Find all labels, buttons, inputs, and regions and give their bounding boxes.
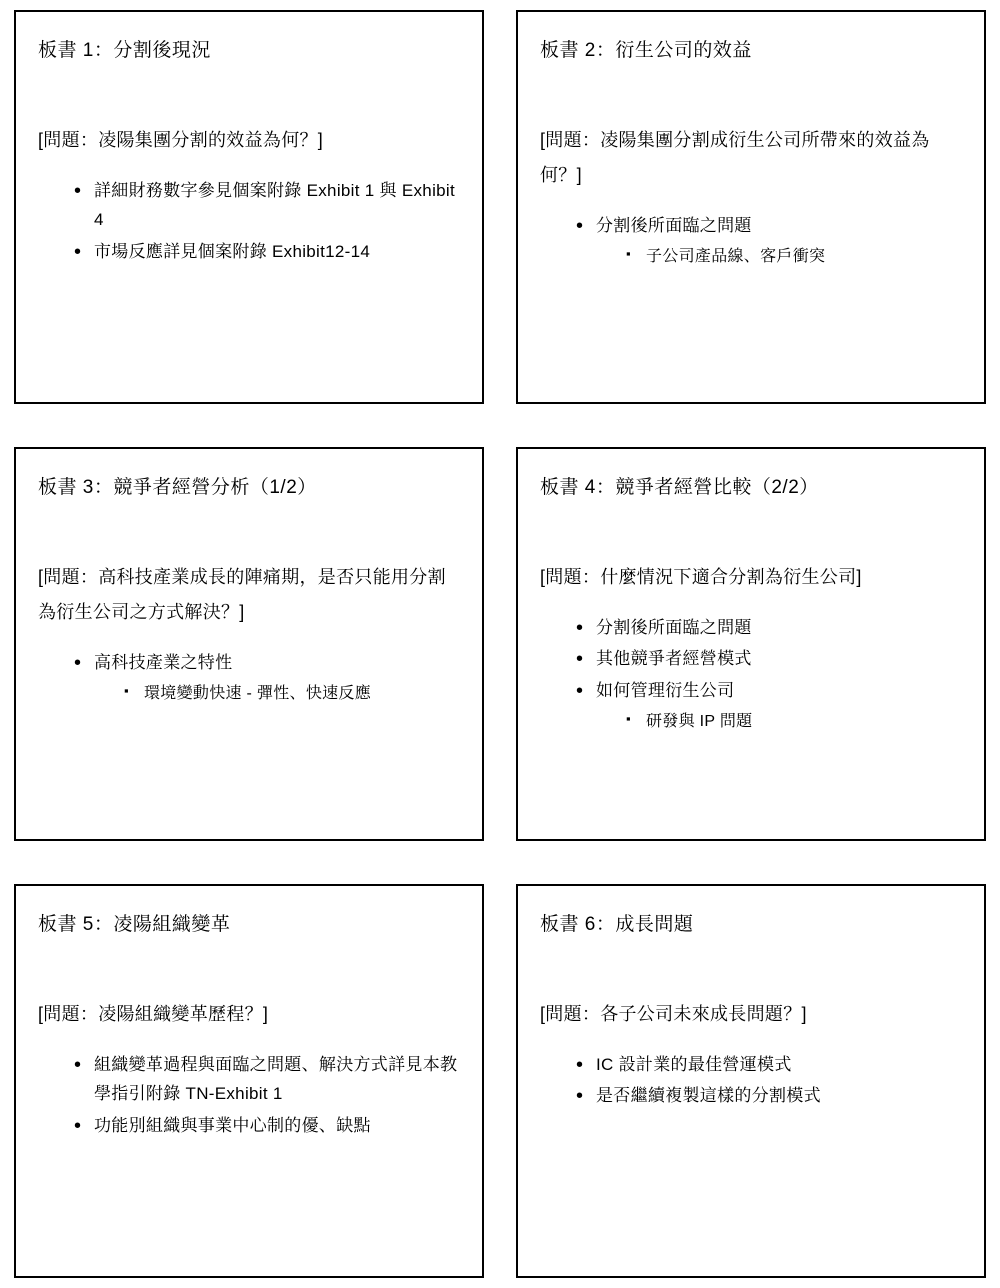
- board-card-3: [14, 447, 484, 841]
- board-card-title: 板書 5：凌陽組織變革: [38, 914, 231, 935]
- board-card-title: 板書 1：分割後現況: [38, 40, 211, 61]
- bullet-text: 高科技產業之特性: [94, 652, 233, 672]
- bullet-text: 分割後所面臨之問題: [596, 215, 752, 235]
- bullet-item: [574, 676, 962, 736]
- sub-bullet-list: [596, 243, 962, 271]
- sub-bullet-text: 研發與 IP 問題: [646, 712, 753, 730]
- board-card-4: [516, 447, 986, 841]
- bullet-text: 分割後所面臨之問題: [596, 617, 752, 637]
- sub-bullet-text: 子公司產品線、客戶衝突: [646, 247, 826, 265]
- bullet-item: [574, 644, 962, 674]
- board-card-question: [問題：凌陽集團分割成衍生公司所帶來的效益為何？]: [540, 129, 930, 185]
- sub-bullet-item: [624, 243, 962, 271]
- bullet-item: [72, 1050, 460, 1110]
- board-card-1: [14, 10, 484, 404]
- board-card-bullet-list: [38, 1050, 460, 1141]
- sub-bullet-item: [624, 708, 962, 736]
- board-card-bullet-list: [540, 211, 962, 271]
- board-card-bullet-list: [540, 613, 962, 736]
- bullet-item: [574, 1050, 962, 1080]
- board-card-question: [問題：高科技產業成長的陣痛期，是否只能用分割為衍生公司之方式解決？]: [38, 566, 446, 622]
- bullet-text: 組織變革過程與面臨之問題、解決方式詳見本教學指引附錄 TN-Exhibit 1: [94, 1054, 458, 1104]
- card-row-2: [14, 447, 986, 841]
- bullet-item: [72, 237, 460, 267]
- bullet-text: 功能別組織與事業中心制的優、缺點: [94, 1116, 371, 1136]
- bullet-text: IC 設計業的最佳營運模式: [596, 1054, 792, 1074]
- bullet-item: [574, 211, 962, 271]
- bullet-item: [574, 613, 962, 643]
- board-card-title: 板書 2：衍生公司的效益: [540, 40, 752, 61]
- sub-bullet-text: 環境變動快速 - 彈性、快速反應: [144, 684, 372, 702]
- board-card-title: 板書 3：競爭者經營分析（1/2）: [38, 477, 317, 498]
- bullet-item: [72, 648, 460, 708]
- board-card-question: [問題：各子公司未來成長問題？]: [540, 1003, 807, 1024]
- board-card-title: 板書 4：競爭者經營比較（2/2）: [540, 477, 819, 498]
- sub-bullet-list: [596, 708, 962, 736]
- card-row-3: [14, 884, 986, 1278]
- board-card-2: [516, 10, 986, 404]
- bullet-text: 詳細財務數字參見個案附錄 Exhibit 1 與 Exhibit 4: [94, 180, 455, 230]
- board-card-question: [問題：凌陽組織變革歷程？]: [38, 1003, 269, 1024]
- bullet-text: 如何管理衍生公司: [596, 681, 735, 701]
- bullet-item: [72, 176, 460, 236]
- board-card-bullet-list: [38, 648, 460, 708]
- board-card-5: [14, 884, 484, 1278]
- bullet-item: [72, 1111, 460, 1141]
- sub-bullet-item: [122, 680, 460, 708]
- card-row-1: [14, 10, 986, 404]
- board-card-question: [問題：凌陽集團分割的效益為何？]: [38, 129, 324, 150]
- board-card-bullet-list: [38, 176, 460, 267]
- bullet-text: 是否繼續複製這樣的分割模式: [596, 1086, 821, 1106]
- board-card-question: [問題：什麼情況下適合分割為衍生公司]: [540, 566, 862, 587]
- board-card-title: 板書 6：成長問題: [540, 914, 694, 935]
- bullet-item: [574, 1081, 962, 1111]
- bullet-text: 其他競爭者經營模式: [596, 649, 752, 669]
- sub-bullet-list: [94, 680, 460, 708]
- board-card-6: [516, 884, 986, 1278]
- board-card-bullet-list: [540, 1050, 962, 1112]
- bullet-text: 市場反應詳見個案附錄 Exhibit12-14: [94, 242, 371, 262]
